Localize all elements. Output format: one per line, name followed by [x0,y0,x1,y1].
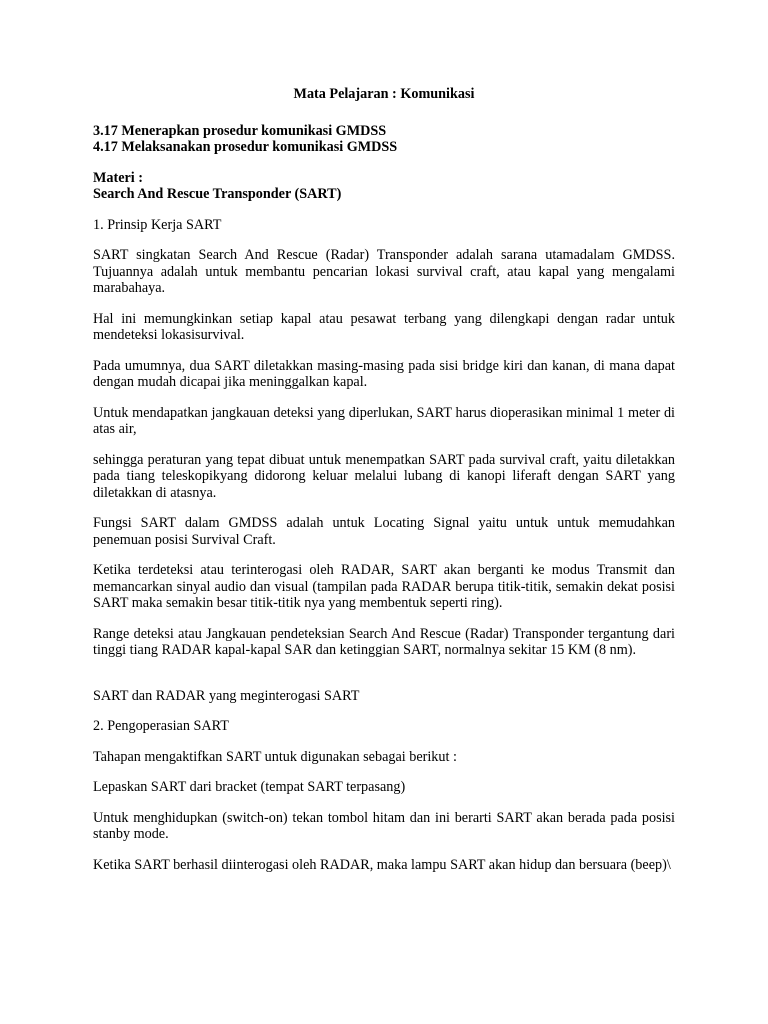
document-title: Mata Pelajaran : Komunikasi [293,86,475,102]
paragraph-sart-placement: Pada umumnya, dua SART diletakkan masing-masing pada sisi bridge kiri dan kanan, di mana dapat dengan mudah dicapai jika meninggalkan kapal. [93,357,675,390]
paragraph-sart-definition: SART singkatan Search And Rescue (Radar) Transponder adalah sarana utamadalam GMDSS. Tujuannya adalah untuk membantu pencarian lokasi survival craft, atau kapal yang mengalami marabahaya. [93,247,675,296]
paragraph-activation-steps-intro: Tahapan mengaktifkan SART untuk digunakan sebagai berikut : [93,748,457,765]
competency-3-17: 3.17 Menerapkan prosedur komunikasi GMDSS [93,122,387,139]
document-body [93,86,675,887]
paragraph-interrogated-beep: Ketika SART berhasil diinterogasi oleh RADAR, maka lampu SART akan hidup dan bersuara (beep)\ [93,856,671,873]
section-heading-prinsip-kerja: 1. Prinsip Kerja SART [93,216,222,233]
competency-4-17: 4.17 Melaksanakan prosedur komunikasi GMDSS [93,139,398,155]
paragraph-remove-bracket: Lepaskan SART dari bracket (tempat SART terpasang) [93,779,406,795]
caption-sart-radar: SART dan RADAR yang meginterogasi SART [93,687,360,704]
paragraph-detection-range: Range deteksi atau Jangkauan pendeteksian Search And Rescue (Radar) Transponder tergantung dari tinggi tiang RADAR kapal-kapal SAR dan ketinggian SART, normalnya sekitar 15 KM (8 nm). [93,625,675,658]
materi-label: Materi : [93,169,144,186]
section-heading-pengoperasian: 2. Pengoperasian SART [93,718,229,734]
materi-topic: Search And Rescue Transponder (SART) [93,186,342,202]
paragraph-survival-craft-mounting: sehingga peraturan yang tepat dibuat untuk menempatkan SART pada survival craft, yaitu diletakkan pada tiang teleskopikyang didorong keluar melalui lubang di kanopi liferaft dengan SART yang diletakkan di atasnya. [93,451,675,501]
paragraph-radar-detection: Hal ini memungkinkan setiap kapal atau pesawat terbang yang dilengkapi dengan radar untuk mendeteksi lokasisurvival. [93,310,675,343]
paragraph-sart-function: Fungsi SART dalam GMDSS adalah untuk Locating Signal yaitu untuk untuk memudahkan penemuan posisi Survival Craft. [93,515,675,548]
paragraph-transmit-mode: Ketika terdeteksi atau terinterogasi oleh RADAR, SART akan berganti ke modus Transmit dan memancarkan sinyal audio dan visual (tampilan pada RADAR berupa titik-titik, semakin dekat posisi SART maka semakin besar titik-titik nya yang membentuk seperti ring). [93,562,675,611]
paragraph-operating-height: Untuk mendapatkan jangkauan deteksi yang diperlukan, SART harus dioperasikan minimal 1 meter di atas air, [93,404,675,437]
paragraph-switch-on: Untuk menghidupkan (switch-on) tekan tombol hitam dan ini berarti SART akan berada pada posisi stanby mode. [93,809,675,842]
